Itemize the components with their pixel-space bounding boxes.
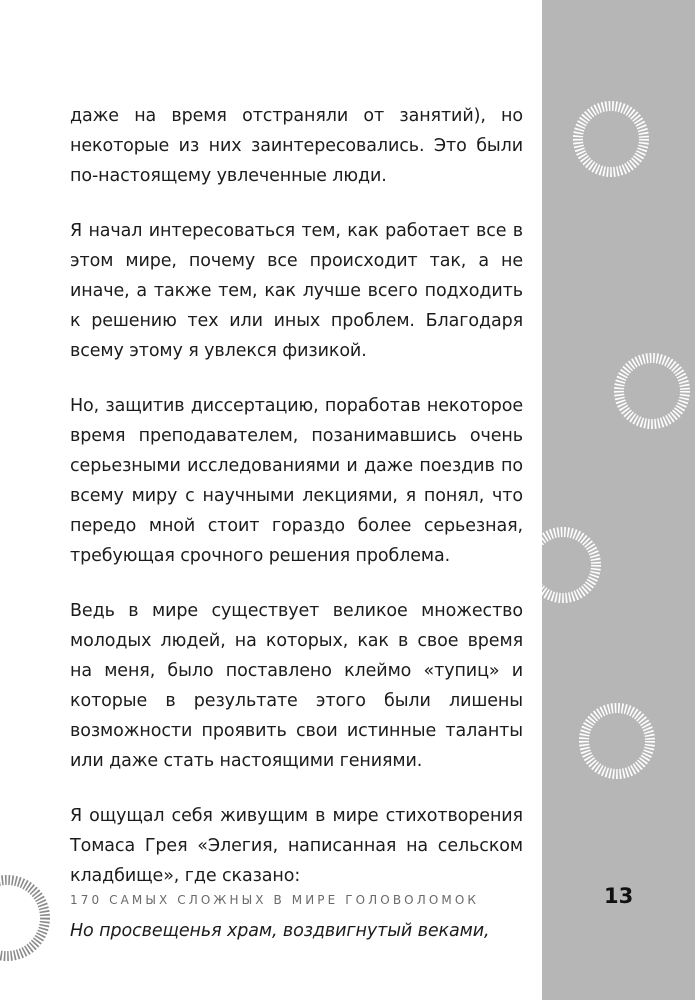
page-number: 13 — [604, 884, 634, 908]
paragraph: даже на время отстраняли от занятий), но некоторые из них заинтересовались. Это были по-настоящему увлеченные люди. — [70, 106, 523, 186]
poem-quote: Но просвещенья храм, воздвигнутый веками, — [70, 921, 490, 941]
body-text — [70, 101, 523, 971]
dashed-ring-icon — [0, 873, 52, 963]
paragraph: Ведь в мире существует великое множество молодых людей, на которых, как в свое время на меня, было поставлено клеймо «тупиц» и которые в результате этого были лишены возможности проявить свои истинные таланты или даже стать настоящими гениями. — [70, 601, 523, 771]
dashed-ring-icon — [572, 100, 650, 178]
running-footer-title: 170 САМЫХ СЛОЖНЫХ В МИРЕ ГОЛОВОЛОМОК — [70, 893, 480, 907]
paragraph: Я начал интересоваться тем, как работает все в этом мире, почему все происходит так, а не иначе, а также тем, как лучше всего подходить к решению тех или иных проблем. Благодаря всему этому я увлекся физикой. — [70, 221, 523, 361]
paragraph: Но, защитив диссертацию, поработав некоторое время преподавателем, позанимавшись очень серьезными исследованиями и даже поездив по всему миру с научными лекциями, я понял, что передо мной стоит гораздо более серьезная, требующая срочного решения проблема. — [70, 396, 523, 566]
dashed-ring-icon — [524, 526, 602, 604]
paragraph: Я ощущал себя живущим в мире стихотворения Томаса Грея «Элегия, написанная на сельском кладбище», где сказано: — [70, 806, 523, 886]
dashed-ring-icon — [578, 702, 656, 780]
dashed-ring-icon — [613, 352, 691, 430]
